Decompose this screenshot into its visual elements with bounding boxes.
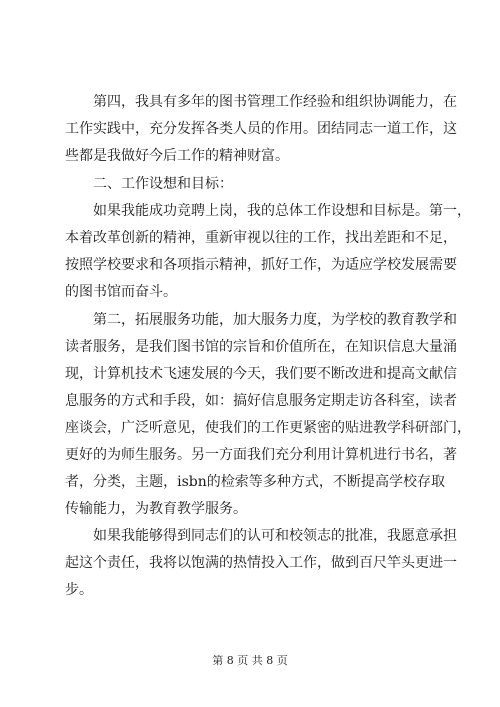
paragraph-service-line-8: 传输能力，为教育教学服务。 bbox=[65, 501, 247, 517]
paragraph-service-line-4: 息服务的方式和手段，如：搞好信息服务定期走访各科室，读者 bbox=[65, 393, 457, 409]
paragraph-4-line-2: 工作实践中，充分发挥各类人员的作用。团结同志一道工作，这 bbox=[65, 121, 457, 137]
paragraph-4-line-1: 第四，我具有多年的图书管理工作经验和组织协调能力，在 bbox=[93, 94, 457, 110]
paragraph-closing-line-3: 步。 bbox=[65, 582, 93, 598]
paragraph-service-line-2: 读者服务，是我们图书馆的宗旨和价值所在，在知识信息大量涌 bbox=[65, 339, 457, 355]
paragraph-goals-line-2: 本着改革创新的精神，重新审视以往的工作，找出差距和不足， bbox=[65, 230, 457, 246]
paragraph-service-line-5: 座谈会，广泛听意见，使我们的工作更紧密的贴进教学科研部门， bbox=[65, 420, 471, 436]
paragraph-4-line-3: 些都是我做好今后工作的精神财富。 bbox=[65, 148, 289, 164]
paragraph-service-line-6: 更好的为师生服务。另一方面我们充分利用计算机进行书名，著 bbox=[65, 447, 457, 463]
paragraph-goals-line-3: 按照学校要求和各项指示精神，抓好工作，为适应学校发展需要 bbox=[65, 257, 457, 273]
page-number-footer: 第 8 页 共 8 页 bbox=[212, 654, 288, 667]
paragraph-closing-line-2: 起这个责任，我将以饱满的热情投入工作，做到百尺竿头更进一 bbox=[65, 555, 457, 571]
paragraph-goals-line-4: 的图书馆而奋斗。 bbox=[65, 284, 177, 300]
paragraph-closing-line-1: 如果我能够得到同志们的认可和校领志的批准，我愿意承担 bbox=[93, 528, 457, 544]
section-heading: 二、工作设想和目标： bbox=[93, 176, 233, 192]
paragraph-service-line-1: 第二，拓展服务功能，加大服务力度，为学校的教育教学和 bbox=[93, 312, 457, 328]
paragraph-goals-line-1: 如果我能成功竞聘上岗，我的总体工作设想和目标是。第一， bbox=[93, 203, 471, 219]
paragraph-service-line-7: 者，分类，主题，isbn的检索等多种方式，不断提高学校存取 bbox=[65, 474, 445, 490]
paragraph-service-line-3: 现，计算机技术飞速发展的今天，我们要不断改进和提高文献信 bbox=[65, 366, 457, 382]
